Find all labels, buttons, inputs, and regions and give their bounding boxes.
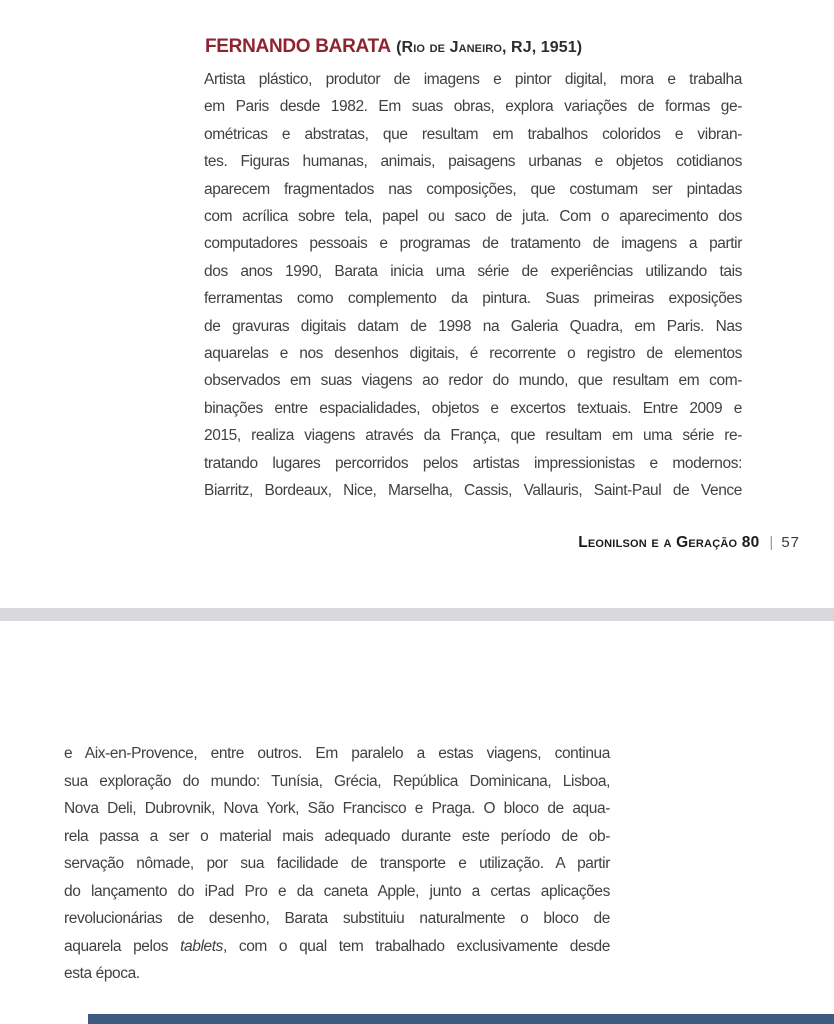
text-line: ferramentas como complemento da pintura. Suas primeiras exposições <box>204 290 742 308</box>
page-divider <box>0 608 834 621</box>
text-line: aquarelas e nos desenhos digitais, é recorrente o registro de elementos <box>204 345 742 363</box>
italic-word-tablets: tablets <box>180 937 223 955</box>
text-line: com acrílica sobre tela, papel ou saco de juta. Com o aparecimento dos <box>204 208 742 226</box>
text-line: e Aix-en-Provence, entre outros. Em paralelo a estas viagens, continua <box>64 745 610 762</box>
text-line: Nova Deli, Dubrovnik, Nova York, São Francisco e Praga. O bloco de aqua- <box>64 800 610 817</box>
biography-paragraph-page58 <box>64 740 610 988</box>
text-line: do lançamento do iPad Pro e da caneta Apple, junto a certas aplicações <box>64 882 610 900</box>
text-line: dos anos 1990, Barata inicia uma série de experiências utilizando tais <box>204 262 742 280</box>
text-line: tratando lugares percorridos pelos artistas impressionistas e modernos: <box>204 454 742 472</box>
bottom-edge-bar <box>88 1014 834 1024</box>
text-line: esta época. <box>64 965 140 982</box>
text-line: Artista plástico, produtor de imagens e pintor digital, mora e trabalha <box>204 71 742 88</box>
text-segment: , com o qual tem trabalhado exclusivamente desde <box>222 937 610 955</box>
artist-birthplace: (Rio de Janeiro, RJ, 1951) <box>396 39 583 56</box>
artist-heading <box>205 36 765 59</box>
page-number: 57 <box>781 534 800 551</box>
text-line: em Paris desde 1982. Em suas obras, explora variações de formas ge- <box>204 98 742 116</box>
text-line: computadores pessoais e programas de tratamento de imagens a partir <box>204 235 742 253</box>
artist-name: FERNANDO BARATA <box>205 36 391 57</box>
text-line: observados em suas viagens ao redor do mundo, que resultam em com- <box>204 372 742 390</box>
text-line: 2015, realiza viagens através da França, que resultam em uma série re- <box>204 427 742 445</box>
text-line: aparecem fragmentados nas composições, que costumam ser pintadas <box>204 180 742 198</box>
text-line: de gravuras digitais datam de 1998 na Galeria Quadra, em Paris. Nas <box>204 317 742 335</box>
text-line: binações entre espacialidades, objetos e excertos textuais. Entre 2009 e <box>204 399 742 417</box>
text-segment: aquarela pelos <box>64 937 181 955</box>
text-line: tes. Figuras humanas, animais, paisagens urbanas e objetos cotidianos <box>204 153 742 171</box>
text-line: Biarritz, Bordeaux, Nice, Marselha, Cassis, Vallauris, Saint-Paul de Vence <box>204 482 742 500</box>
biography-paragraph-page57 <box>204 66 742 505</box>
running-footer <box>578 534 800 552</box>
text-line: rela passa a ser o material mais adequado durante este período de ob- <box>64 827 610 845</box>
text-line: ométricas e abstratas, que resultam em trabalhos coloridos e vibran- <box>204 125 742 143</box>
footer-separator: | <box>769 534 774 551</box>
text-line: sua exploração do mundo: Tunísia, Grécia, República Dominicana, Lisboa, <box>64 772 610 790</box>
text-line: revolucionárias de desenho, Barata substituiu naturalmente o bloco de <box>64 910 610 927</box>
book-title: Leonilson e a Geração 80 <box>578 534 760 551</box>
text-line: servação nômade, por sua facilidade de transporte e utilização. A partir <box>64 855 610 872</box>
text-line-with-italic <box>64 933 610 961</box>
